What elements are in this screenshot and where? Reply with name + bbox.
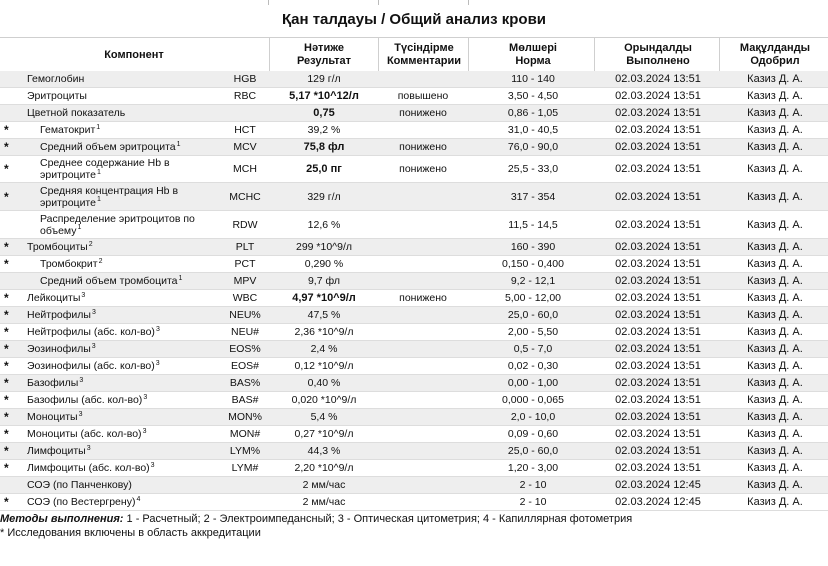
method-ref: 1	[96, 123, 101, 131]
component-code: RBC	[233, 90, 257, 102]
reference-norm: 160 - 390	[510, 241, 556, 253]
component-code: PLT	[235, 241, 255, 253]
header-divider	[719, 37, 720, 71]
method-ref: 3	[155, 359, 160, 367]
component-label: Средний объем эритроцита	[40, 141, 176, 153]
approved-by: Казиз Д. А.	[747, 394, 803, 406]
component-name	[40, 139, 218, 155]
result-comment	[380, 409, 466, 425]
header-divider	[468, 37, 469, 71]
result-value: 9,7 фл	[307, 275, 341, 287]
component-label: Моноциты (абс. кол-во)	[27, 428, 142, 440]
accreditation-star: *	[4, 342, 9, 356]
component-code	[222, 477, 268, 493]
component-name	[40, 183, 218, 210]
reference-norm: 25,0 - 60,0	[507, 445, 559, 457]
result-comment	[380, 426, 466, 442]
component-name	[27, 71, 218, 87]
component-code: MCV	[233, 141, 257, 153]
component-name	[40, 273, 218, 289]
approved-by: Казиз Д. А.	[747, 496, 803, 508]
performed-date: 02.03.2024 13:51	[615, 326, 701, 338]
performed-date: 02.03.2024 13:51	[615, 218, 701, 231]
method-ref: 1	[77, 224, 82, 231]
accreditation-star: *	[4, 376, 9, 390]
component-label: Эритроциты	[27, 90, 87, 102]
performed-date: 02.03.2024 13:51	[615, 411, 701, 423]
approved-by: Казиз Д. А.	[747, 90, 803, 102]
reference-norm: 9,2 - 12,1	[510, 275, 556, 287]
component-code: HGB	[233, 73, 257, 85]
reference-norm: 2,0 - 10,0	[510, 411, 556, 423]
header-norm-ru: Норма	[515, 55, 551, 67]
component-code: BAS%	[229, 377, 261, 389]
accreditation-star: *	[4, 359, 9, 373]
methods-label: Методы выполнения:	[0, 513, 124, 525]
result-comment	[380, 122, 466, 138]
component-label: Лейкоциты	[27, 292, 81, 304]
method-ref: 2	[88, 240, 93, 248]
accreditation-star	[4, 477, 18, 493]
result-comment	[380, 71, 466, 87]
result-value: 2 мм/час	[302, 479, 346, 491]
table-row	[0, 477, 828, 494]
performed-date: 02.03.2024 13:51	[615, 163, 701, 175]
result-value: 25,0 пг	[306, 163, 342, 175]
performed-date: 02.03.2024 12:45	[615, 496, 701, 508]
component-name	[27, 409, 218, 425]
accreditation-star: *	[4, 189, 9, 204]
header-result	[270, 38, 378, 72]
header-norm-kz: Мөлшері	[509, 42, 557, 54]
component-code: NEU#	[230, 326, 259, 338]
component-label: Цветной показатель	[27, 107, 126, 119]
table-row	[0, 307, 828, 324]
component-label: Эозинофилы	[27, 343, 91, 355]
reference-norm: 0,150 - 0,400	[502, 258, 564, 270]
result-comment	[380, 239, 466, 255]
page-title: Қан талдауы / Общий анализ крови	[281, 11, 547, 28]
table-row	[0, 88, 828, 105]
reference-norm: 31,0 - 40,5	[507, 124, 559, 136]
method-ref: 1	[96, 196, 101, 203]
method-ref: 2	[98, 257, 103, 265]
reference-norm: 25,5 - 33,0	[507, 163, 559, 175]
component-code: LYM#	[231, 462, 259, 474]
reference-norm: 0,02 - 0,30	[507, 360, 559, 372]
performed-date: 02.03.2024 13:51	[615, 90, 701, 102]
component-name	[27, 341, 218, 357]
component-name	[40, 122, 218, 138]
result-comment: понижено	[399, 292, 447, 304]
reference-norm: 76,0 - 90,0	[507, 141, 559, 153]
result-comment: понижено	[399, 141, 447, 153]
component-code: WBC	[232, 292, 258, 304]
result-comment	[380, 494, 466, 510]
approved-by: Казиз Д. А.	[747, 411, 803, 423]
accreditation-star	[4, 105, 18, 121]
result-value: 299 *10^9/л	[295, 241, 352, 253]
component-name	[27, 290, 218, 306]
reference-norm: 2 - 10	[519, 496, 547, 508]
component-name	[27, 358, 218, 374]
performed-date: 02.03.2024 13:51	[615, 360, 701, 372]
component-label: Распределение эритроцитов по объему	[40, 212, 195, 237]
result-value: 2,20 *10^9/л	[294, 462, 354, 474]
result-comment	[380, 341, 466, 357]
reference-norm: 1,20 - 3,00	[507, 462, 559, 474]
reference-norm: 3,50 - 4,50	[507, 90, 559, 102]
performed-date: 02.03.2024 13:51	[615, 275, 701, 287]
header-done-ru: Выполнено	[626, 55, 690, 67]
component-code: MCH	[233, 163, 257, 175]
result-value: 0,290 %	[304, 258, 344, 270]
approved-by: Казиз Д. А.	[747, 343, 803, 355]
result-value: 12,6 %	[307, 218, 341, 231]
approved-by: Казиз Д. А.	[747, 462, 803, 474]
result-value: 2,4 %	[310, 343, 338, 355]
approved-by: Казиз Д. А.	[747, 107, 803, 119]
component-label: Нейтрофилы	[27, 309, 91, 321]
result-value: 75,8 фл	[303, 141, 345, 153]
method-ref: 3	[79, 376, 84, 384]
accreditation-star: *	[4, 325, 9, 339]
component-code: LYM%	[229, 445, 261, 457]
result-comment: понижено	[399, 163, 447, 175]
approved-by: Казиз Д. А.	[747, 275, 803, 287]
result-comment	[380, 375, 466, 391]
component-code: EOS#	[230, 360, 259, 372]
accreditation-star	[4, 88, 18, 104]
component-name	[27, 426, 218, 442]
approved-by: Казиз Д. А.	[747, 124, 803, 136]
table-row	[0, 324, 828, 341]
component-code: NEU%	[229, 309, 261, 321]
component-name	[40, 211, 218, 238]
table-row	[0, 105, 828, 122]
reference-norm: 317 - 354	[510, 190, 556, 203]
table-row	[0, 494, 828, 511]
table-row	[0, 139, 828, 156]
table-row	[0, 273, 828, 290]
approved-by: Казиз Д. А.	[747, 326, 803, 338]
performed-date: 02.03.2024 13:51	[615, 377, 701, 389]
header-approved-kz: Мақұлданды	[739, 42, 811, 54]
approved-by: Казиз Д. А.	[747, 163, 803, 175]
component-label: Эозинофилы (абс. кол-во)	[27, 360, 155, 372]
table-row	[0, 443, 828, 460]
component-label: Базофилы (абс. кол-во)	[27, 394, 143, 406]
performed-date: 02.03.2024 13:51	[615, 73, 701, 85]
performed-date: 02.03.2024 13:51	[615, 258, 701, 270]
component-code: MON%	[228, 411, 262, 423]
approved-by: Казиз Д. А.	[747, 190, 803, 203]
table-row	[0, 341, 828, 358]
performed-date: 02.03.2024 13:51	[615, 343, 701, 355]
approved-by: Казиз Д. А.	[747, 445, 803, 457]
accreditation-star: *	[4, 140, 9, 154]
approved-by: Казиз Д. А.	[747, 73, 803, 85]
result-comment	[380, 307, 466, 323]
header-result-ru: Результат	[296, 55, 352, 67]
reference-norm: 0,000 - 0,065	[502, 394, 564, 406]
table-row	[0, 239, 828, 256]
accreditation-star	[4, 273, 18, 289]
component-label: Тромбоциты	[27, 241, 88, 253]
result-comment	[380, 256, 466, 272]
component-code: HCT	[234, 124, 256, 136]
header-divider	[378, 37, 379, 71]
component-name	[27, 443, 218, 459]
performed-date: 02.03.2024 13:51	[615, 141, 701, 153]
result-value: 2 мм/час	[302, 496, 346, 508]
method-ref: 3	[142, 427, 147, 435]
method-ref: 3	[91, 308, 96, 316]
result-value: 4,97 *10^9/л	[292, 292, 356, 304]
component-code: MCHC	[229, 190, 261, 203]
approved-by: Казиз Д. А.	[747, 292, 803, 304]
component-code: EOS%	[229, 343, 261, 355]
approved-by: Казиз Д. А.	[747, 218, 803, 231]
table-row	[0, 358, 828, 375]
accreditation-star	[4, 211, 18, 238]
reference-norm: 5,00 - 12,00	[504, 292, 562, 304]
performed-date: 02.03.2024 13:51	[615, 428, 701, 440]
accreditation-star: *	[4, 410, 9, 424]
table-row	[0, 409, 828, 426]
component-code	[222, 494, 268, 510]
component-name	[27, 494, 218, 510]
accreditation-star: *	[4, 393, 9, 407]
component-label: Нейтрофилы (абс. кол-во)	[27, 326, 155, 338]
method-ref: 4	[136, 495, 141, 503]
component-name	[40, 256, 218, 272]
method-ref: 3	[150, 461, 155, 469]
component-code: MON#	[229, 428, 261, 440]
component-name	[40, 156, 218, 182]
component-label: СОЭ (по Вестергрену)	[27, 496, 136, 508]
table-row	[0, 71, 828, 88]
reference-norm: 2,00 - 5,50	[507, 326, 559, 338]
reference-norm: 11,5 - 14,5	[508, 218, 558, 231]
header-result-kz: Нәтиже	[304, 42, 344, 54]
result-comment: понижено	[399, 107, 447, 119]
performed-date: 02.03.2024 13:51	[615, 107, 701, 119]
header-done-kz: Орындалды	[624, 42, 692, 54]
component-code: BAS#	[231, 394, 259, 406]
accreditation-star: *	[4, 461, 9, 475]
accreditation-star: *	[4, 308, 9, 322]
method-ref: 3	[78, 410, 83, 418]
header-comment	[380, 38, 468, 72]
header-divider	[269, 37, 270, 71]
component-label: Лимфоциты (абс. кол-во)	[27, 462, 150, 474]
header-comment-kz: Түсіндірме	[394, 42, 454, 54]
reference-norm: 0,86 - 1,05	[507, 107, 559, 119]
performed-date: 02.03.2024 13:51	[615, 190, 701, 203]
performed-date: 02.03.2024 13:51	[615, 394, 701, 406]
approved-by: Казиз Д. А.	[747, 309, 803, 321]
accreditation-star: *	[4, 291, 9, 305]
result-comment	[380, 211, 466, 238]
component-label: Среднее содержание Hb в эритроците	[40, 157, 170, 181]
reference-norm: 25,0 - 60,0	[507, 309, 559, 321]
result-value: 129 г/л	[307, 73, 341, 85]
result-comment	[380, 460, 466, 476]
approved-by: Казиз Д. А.	[747, 428, 803, 440]
component-name	[27, 460, 218, 476]
table-row	[0, 460, 828, 477]
accreditation-star: *	[4, 240, 9, 254]
reference-norm: 0,5 - 7,0	[513, 343, 553, 355]
cropped-top-strip	[0, 0, 828, 5]
result-comment	[380, 392, 466, 408]
performed-date: 02.03.2024 13:51	[615, 292, 701, 304]
accreditation-star: *	[4, 427, 9, 441]
component-label: Гематокрит	[40, 124, 96, 136]
approved-by: Казиз Д. А.	[747, 377, 803, 389]
component-label: Средняя концентрация Hb в эритроците	[40, 184, 179, 209]
header-approved-ru: Одобрил	[750, 55, 800, 67]
header-component: Компонент	[104, 48, 164, 61]
approved-by: Казиз Д. А.	[747, 141, 803, 153]
result-comment	[380, 324, 466, 340]
result-comment	[380, 183, 466, 210]
reference-norm: 110 - 140	[511, 73, 555, 85]
header-comment-ru: Комментарии	[386, 55, 462, 67]
header-divider	[594, 37, 595, 71]
result-value: 0,27 *10^9/л	[294, 428, 354, 440]
approved-by: Казиз Д. А.	[747, 241, 803, 253]
header-approved	[722, 38, 828, 72]
result-comment	[380, 477, 466, 493]
result-value: 329 г/л	[307, 190, 341, 203]
methods-footnote	[0, 512, 828, 526]
reference-norm: 0,00 - 1,00	[507, 377, 559, 389]
component-code: PCT	[234, 258, 256, 270]
method-ref: 3	[143, 393, 148, 401]
result-value: 5,17 *10^12/л	[289, 90, 359, 102]
accreditation-star: *	[4, 123, 9, 137]
table-row	[0, 392, 828, 409]
result-comment	[380, 443, 466, 459]
result-value: 0,40 %	[307, 377, 341, 389]
accreditation-footnote: * Исследования включены в область аккредитации	[0, 527, 261, 539]
component-name	[27, 392, 218, 408]
component-code	[222, 105, 268, 121]
result-value: 0,12 *10^9/л	[294, 360, 354, 372]
method-ref: 3	[86, 444, 91, 452]
result-value: 39,2 %	[307, 124, 341, 136]
performed-date: 02.03.2024 13:51	[615, 309, 701, 321]
header-norm	[470, 38, 596, 72]
component-label: Средний объем тромбоцита	[40, 275, 178, 287]
table-row	[0, 183, 828, 211]
method-ref: 3	[81, 291, 86, 299]
component-name	[27, 324, 218, 340]
table-header	[0, 37, 828, 73]
table-row	[0, 211, 828, 239]
method-ref: 1	[176, 140, 181, 148]
reference-norm: 2 - 10	[519, 479, 547, 491]
approved-by: Казиз Д. А.	[747, 258, 803, 270]
component-label: Лимфоциты	[27, 445, 86, 457]
accreditation-star: *	[4, 257, 9, 271]
result-value: 5,4 %	[310, 411, 338, 423]
table-row	[0, 426, 828, 443]
result-value: 2,36 *10^9/л	[294, 326, 354, 338]
component-label: СОЭ (по Панченкову)	[27, 479, 132, 491]
methods-text: 1 - Расчетный; 2 - Электроимпедансный; 3 - Оптическая цитометрия; 4 - Капиллярная фотометрия	[123, 513, 633, 525]
approved-by: Казиз Д. А.	[747, 360, 803, 372]
component-code: MPV	[233, 275, 257, 287]
accreditation-star	[4, 71, 18, 87]
component-name	[27, 105, 218, 121]
table-row	[0, 290, 828, 307]
component-name	[27, 375, 218, 391]
method-ref: 1	[96, 168, 101, 176]
performed-date: 02.03.2024 13:51	[615, 445, 701, 457]
performed-date: 02.03.2024 13:51	[615, 241, 701, 253]
table-row	[0, 122, 828, 139]
performed-date: 02.03.2024 13:51	[615, 462, 701, 474]
method-ref: 1	[178, 274, 183, 282]
result-value: 0,75	[313, 107, 335, 119]
result-value: 44,3 %	[307, 445, 341, 457]
component-label: Моноциты	[27, 411, 78, 423]
component-code: RDW	[232, 218, 258, 231]
component-name	[27, 239, 218, 255]
result-comment: повышено	[397, 90, 449, 102]
component-name	[27, 477, 218, 493]
table-row	[0, 256, 828, 273]
accreditation-star: *	[4, 495, 9, 509]
performed-date: 02.03.2024 12:45	[615, 479, 701, 491]
component-name	[27, 88, 218, 104]
result-comment	[380, 273, 466, 289]
header-done	[596, 38, 720, 72]
component-label: Базофилы	[27, 377, 79, 389]
result-value: 0,020 *10^9/л	[291, 394, 357, 406]
method-ref: 3	[155, 325, 160, 333]
result-comment	[380, 358, 466, 374]
performed-date: 02.03.2024 13:51	[615, 124, 701, 136]
method-ref: 3	[91, 342, 96, 350]
accreditation-star: *	[4, 444, 9, 458]
component-label: Тромбокрит	[40, 258, 98, 270]
accreditation-star: *	[4, 162, 9, 176]
approved-by: Казиз Д. А.	[747, 479, 803, 491]
table-row	[0, 375, 828, 392]
table-row	[0, 156, 828, 183]
component-name	[27, 307, 218, 323]
component-label: Гемоглобин	[27, 73, 85, 85]
results-table-body	[0, 71, 828, 511]
reference-norm: 0,09 - 0,60	[507, 428, 559, 440]
result-value: 47,5 %	[307, 309, 341, 321]
